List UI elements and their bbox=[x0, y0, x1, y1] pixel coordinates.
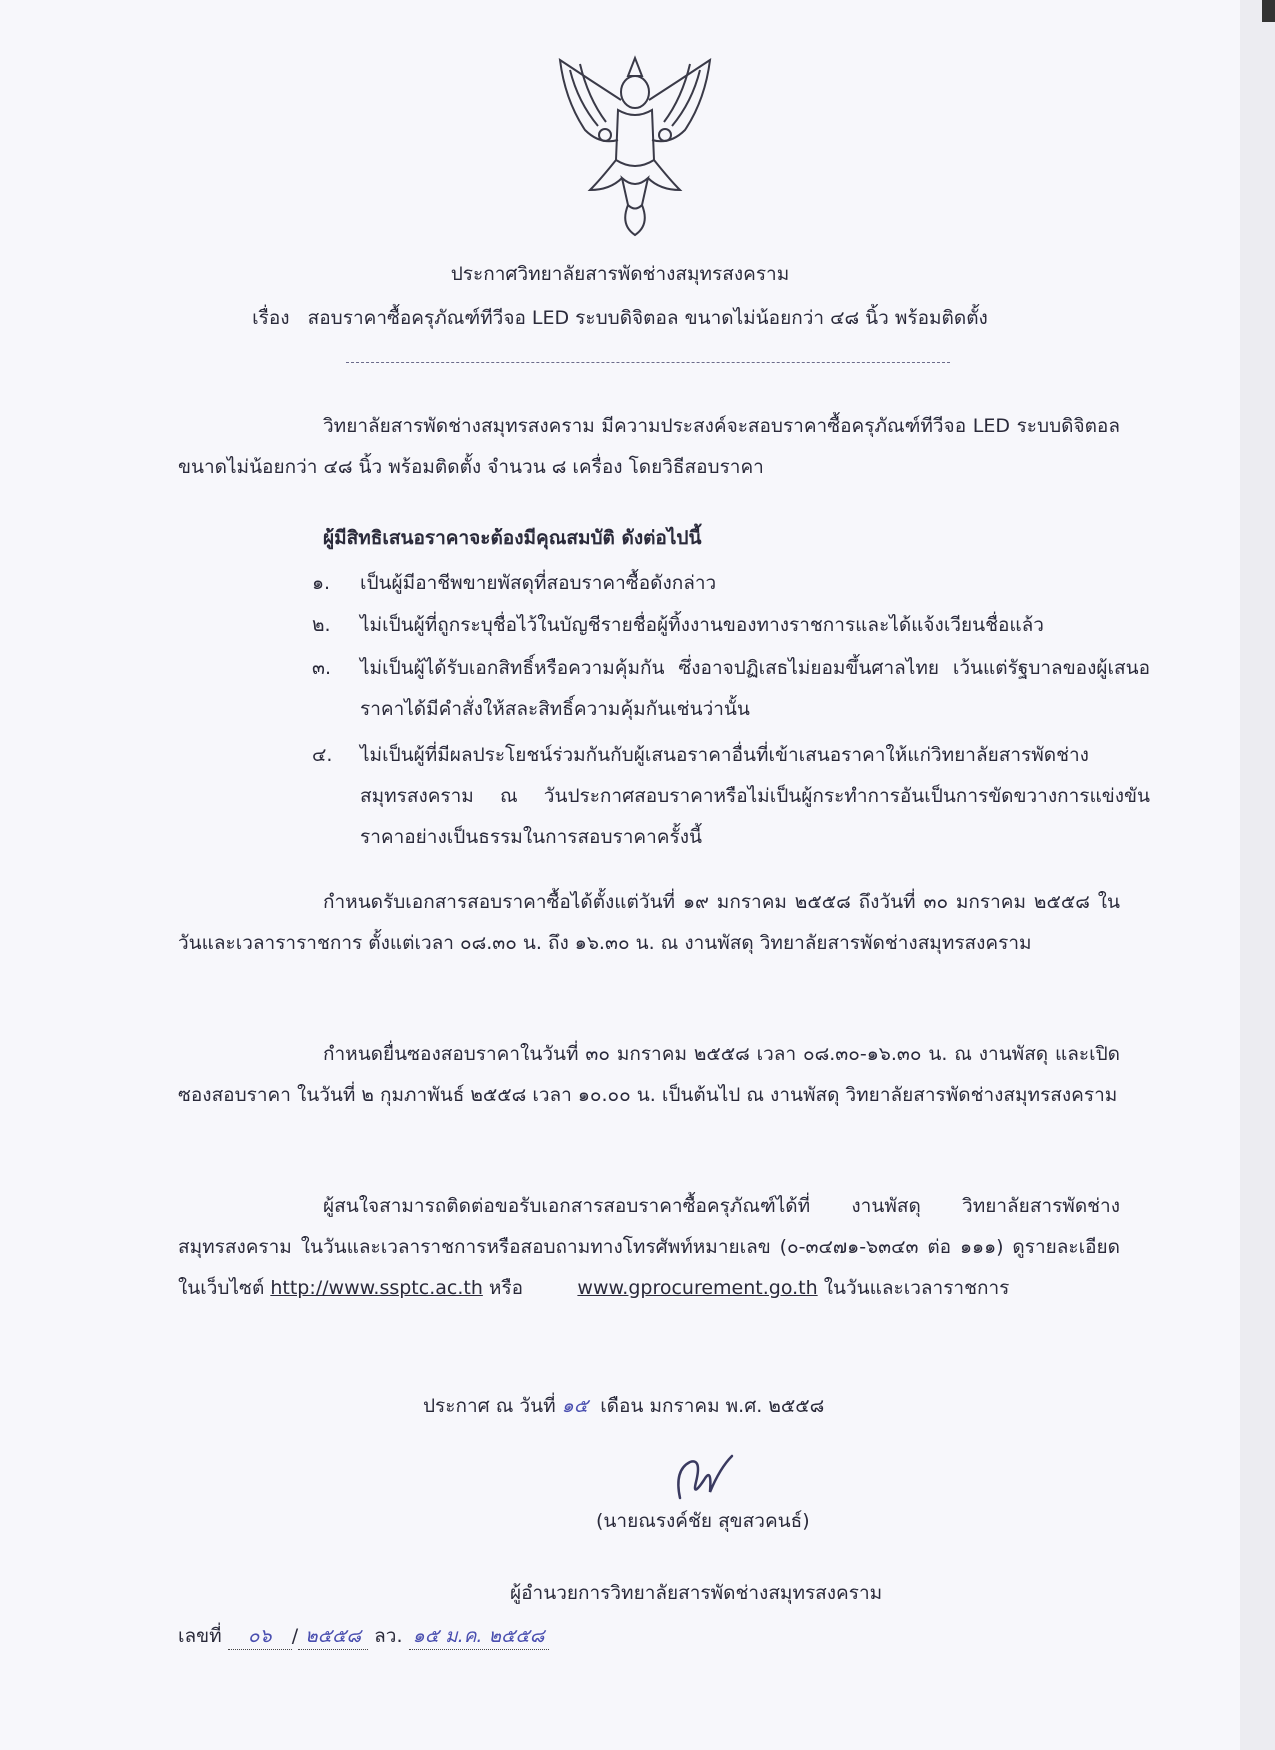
page-title bbox=[0, 261, 1240, 287]
gprocurement-link[interactable]: www.gprocurement.go.th bbox=[577, 1277, 818, 1299]
subject-text: สอบราคาซื้อครุภัณฑ์ทีวีจอ LED ระบบดิจิตอล ขนาดไม่น้อยกว่า ๔๘ นิ้ว พร้อมติดตั้ง bbox=[307, 307, 988, 329]
ssptc-link[interactable]: http://www.ssptc.ac.th bbox=[270, 1277, 483, 1299]
subject-line bbox=[0, 305, 1240, 331]
scan-edge bbox=[1240, 0, 1275, 1750]
intro-paragraph: วิทยาลัยสารพัดช่างสมุทรสงคราม มีความประสงค์จะสอบราคาซื้อครุภัณฑ์ทีวีจอ LED ระบบดิจิตอล ขนาดไม่น้อยกว่า ๔๘ นิ้ว พร้อมติดตั้ง จำนวน ๘ เครื่อง โดยวิธีสอบราคา bbox=[178, 415, 1120, 478]
announce-date: ประกาศ ณ วันที่ ๑๕ เดือน มกราคม พ.ศ. ๒๕๕๘ bbox=[423, 1395, 825, 1417]
announcement-title: ประกาศวิทยาลัยสารพัดช่างสมุทรสงคราม bbox=[450, 263, 790, 285]
submission-paragraph: กำหนดยื่นซองสอบราคาในวันที่ ๓๐ มกราคม ๒๕๕๘ เวลา ๐๘.๓๐-๑๖.๓๐ น. ณ งานพัสดุ และเปิดซองสอบราคา ในวันที่ ๒ กุมภาพันธ์ ๒๕๕๘ เวลา ๑๐.๐๐ น. เป็นต้นไป ณ งานพัสดุ วิทยาลัยสารพัดช่างสมุทรสงคราม bbox=[178, 1043, 1120, 1106]
doc-no-value: ๐๖ bbox=[247, 1625, 272, 1647]
signature-icon bbox=[660, 1440, 770, 1510]
garuda-emblem-icon bbox=[530, 40, 740, 240]
doc-date-value: ๑๕ ม.ค. ๒๕๕๘ bbox=[412, 1625, 545, 1647]
subject-label: เรื่อง bbox=[252, 307, 290, 329]
qualifications-heading: ผู้มีสิทธิเสนอราคาจะต้องมีคุณสมบัติ ดังต่อไปนี้ bbox=[323, 527, 702, 549]
contact-paragraph: ผู้สนใจสามารถติดต่อขอรับเอกสารสอบราคาซื้อครุภัณฑ์ได้ที่ งานพัสดุ วิทยาลัยสารพัดช่างสมุทรสงคราม ในวันและเวลาราชการหรือสอบถามทางโทรศัพท์หมายเลข (๐-๓๔๗๑-๖๓๔๓ ต่อ ๑๑๑) ดูรายละเอียดในเว็บไซต์ http://www.ssptc.ac.th หรือ www.gprocurement.go.th ในวันและเวลาราชการ bbox=[178, 1195, 1120, 1299]
divider bbox=[346, 362, 950, 363]
signatory-position: ผู้อำนวยการวิทยาลัยสารพัดช่างสมุทรสงคราม bbox=[510, 1582, 883, 1604]
document-number: เลขที่ ๐๖ / ๒๕๕๘ ลว. ๑๕ ม.ค. ๒๕๕๘ bbox=[178, 1623, 549, 1650]
doc-year-value: ๒๕๕๘ bbox=[305, 1625, 362, 1647]
document-period-paragraph: กำหนดรับเอกสารสอบราคาซื้อได้ตั้งแต่วันที่ ๑๙ มกราคม ๒๕๕๘ ถึงวันที่ ๓๐ มกราคม ๒๕๕๘ ในวันและเวลาราราชการ ตั้งแต่เวลา ๐๘.๓๐ น. ถึง ๑๖.๓๐ น. ณ งานพัสดุ วิทยาลัยสารพัดช่างสมุทรสงคราม bbox=[178, 891, 1120, 954]
announce-day: ๑๕ bbox=[561, 1395, 589, 1417]
scan-corner bbox=[1262, 0, 1275, 22]
signatory-name: (นายณรงค์ชัย สุขสวคนธ์) bbox=[596, 1510, 810, 1532]
